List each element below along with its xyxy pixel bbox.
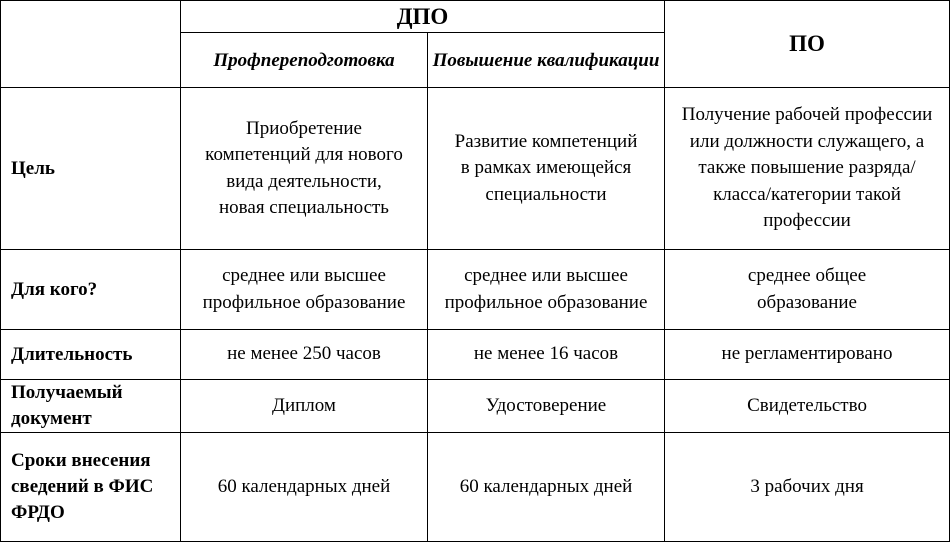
table-cell: Получение рабочей профессии или должности служащего, а также повышение разряда/класса/категории такой профессии — [665, 88, 950, 250]
table-cell: Свидетельство — [665, 380, 950, 433]
row-label: Сроки внесения сведений в ФИС ФРДО — [1, 433, 181, 542]
row-label: Длительность — [1, 330, 181, 380]
header-dpo: ДПО — [181, 1, 665, 33]
header-retraining: Профпереподготовка — [181, 33, 428, 88]
table-cell: не менее 250 часов — [181, 330, 428, 380]
table-row-audience — [1, 250, 950, 330]
table-cell: не менее 16 часов — [428, 330, 665, 380]
table-cell: Диплом — [181, 380, 428, 433]
table-row-document — [1, 380, 950, 433]
header-qualification-upgrade: Повышение квалификации — [428, 33, 665, 88]
empty-corner-cell — [1, 1, 181, 88]
row-label: Для кого? — [1, 250, 181, 330]
table-row-goal — [1, 88, 950, 250]
table-cell: среднее общее образование — [665, 250, 950, 330]
table-cell: не регламентировано — [665, 330, 950, 380]
table-cell: Удостоверение — [428, 380, 665, 433]
table-row-deadline — [1, 433, 950, 542]
table-cell: среднее или высшее профильное образование — [181, 250, 428, 330]
table-cell: 60 календарных дней — [428, 433, 665, 542]
row-label: Получаемый документ — [1, 380, 181, 433]
row-label: Цель — [1, 88, 181, 250]
table-cell: среднее или высшее профильное образование — [428, 250, 665, 330]
table-row-duration — [1, 330, 950, 380]
table-cell: 60 календарных дней — [181, 433, 428, 542]
table-cell: Развитие компетенций в рамках имеющейся специальности — [428, 88, 665, 250]
table-cell: Приобретение компетенций для нового вида деятельности, новая специальность — [181, 88, 428, 250]
header-po: ПО — [665, 1, 950, 88]
table-cell: 3 рабочих дня — [665, 433, 950, 542]
